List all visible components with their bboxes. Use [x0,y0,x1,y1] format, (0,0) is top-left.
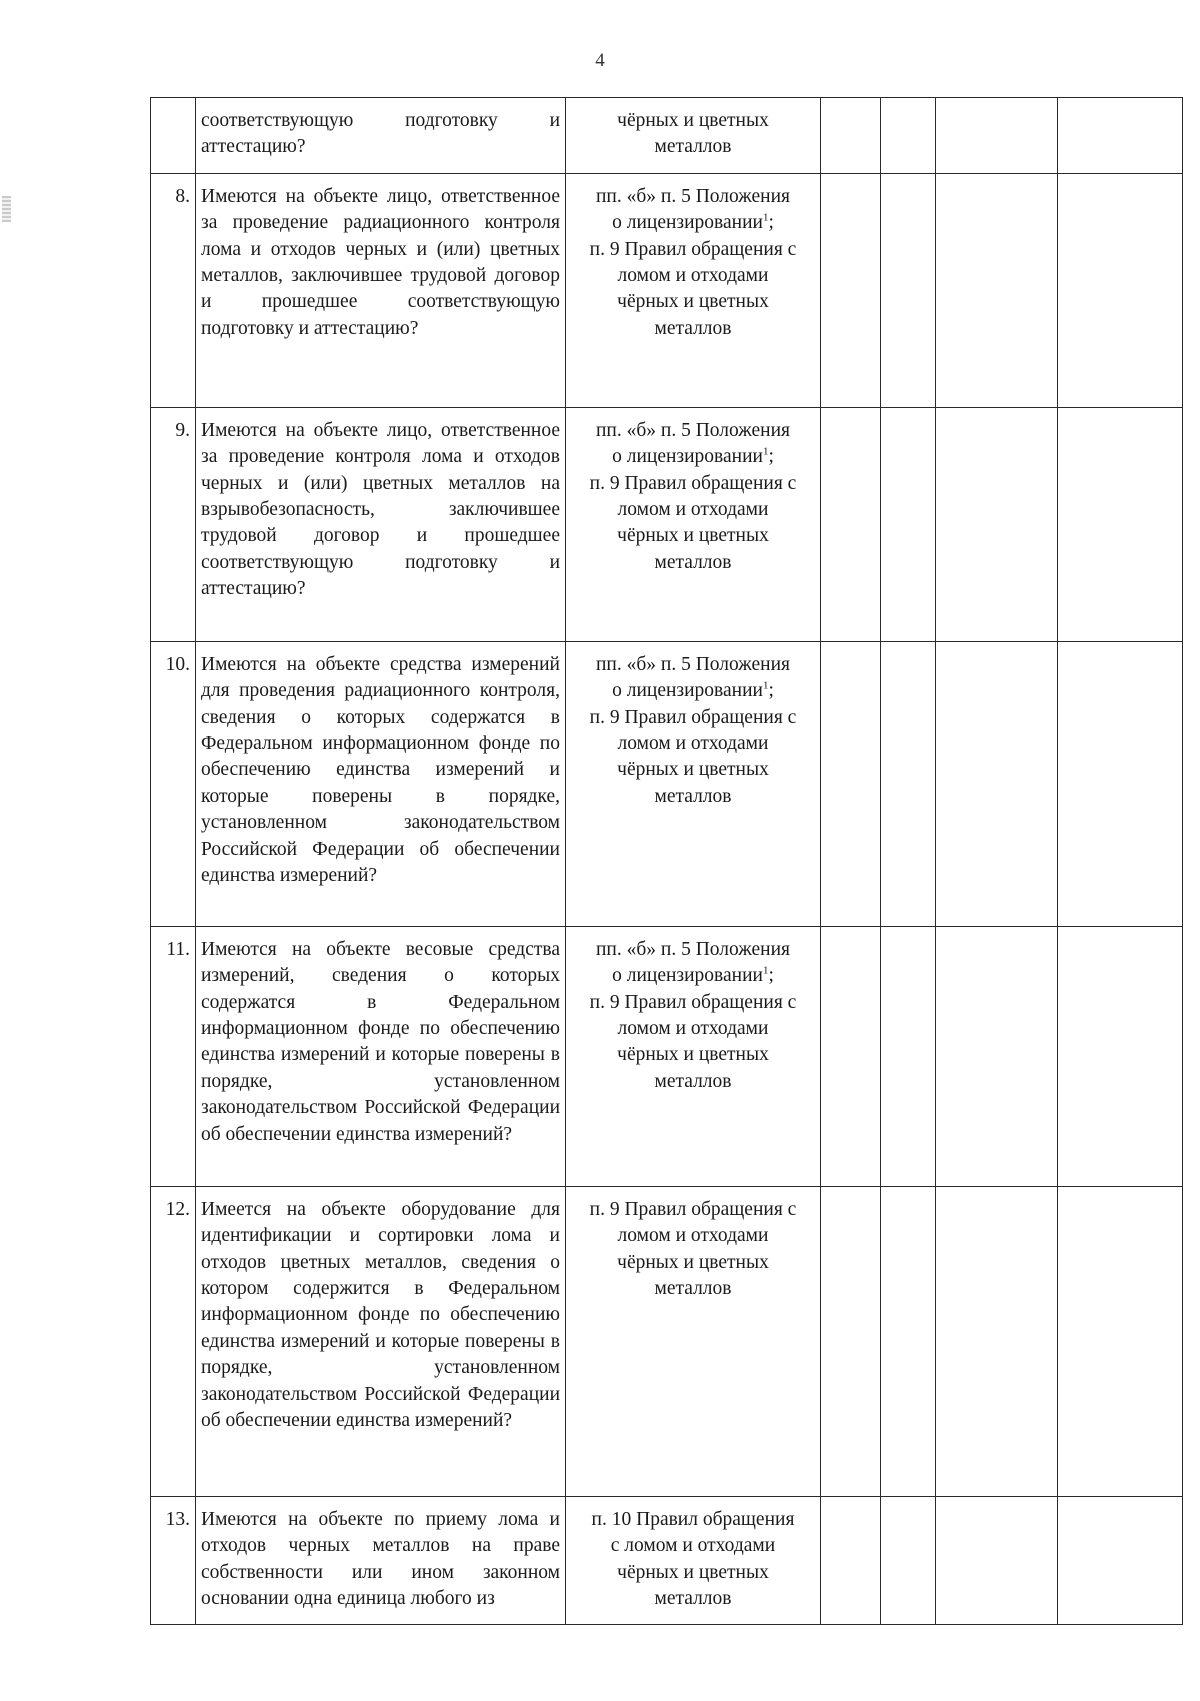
footnote-marker: 1 [762,679,769,692]
legal-reference: чёрных и цветных металлов [566,98,821,174]
table-row [151,173,1183,407]
answer-na-cell[interactable] [936,98,1058,174]
note-cell[interactable] [1058,926,1183,1186]
answer-no-cell[interactable] [881,98,936,174]
question-text: Имеются на объекте средства измерений для проведения радиационного контроля, сведения о которых содержатся в Федеральном информационном фонде по обеспечению единства измерений и которые поверены в порядке, установленном законодательством Российской Федерации об обеспечении единства измерений? [196,641,566,926]
table-row [151,407,1183,641]
note-cell[interactable] [1058,407,1183,641]
table-row [151,926,1183,1186]
row-number: 11. [151,926,196,1186]
answer-na-cell[interactable] [936,1496,1058,1625]
table-row [151,98,1183,174]
footnote-marker: 1 [762,964,769,977]
note-cell[interactable] [1058,641,1183,926]
question-text: Имеются на объекте весовые средства измерений, сведения о которых содержатся в Федеральном информационном фонде по обеспечению единства измерений и которые поверены в порядке, установленном законодательством Российской Федерации об обеспечении единства измерений? [196,926,566,1186]
question-text: Имеются на объекте лицо, ответственное за проведение контроля лома и отходов черных и (или) цветных металлов на взрывобезопасность, заключившее трудовой договор и прошедшее соответствующую подготовку и аттестацию? [196,407,566,641]
note-cell[interactable] [1058,1496,1183,1625]
row-number: 8. [151,173,196,407]
row-number [151,98,196,174]
answer-na-cell[interactable] [936,407,1058,641]
row-number: 12. [151,1186,196,1496]
question-text: Имеются на объекте по приему лома и отходов черных металлов на праве собственности или ином законном основании одна единица любого из [196,1496,566,1625]
answer-no-cell[interactable] [881,926,936,1186]
legal-reference: пп. «б» п. 5 Положения о лицензировании$^1$; п. 9 Правил обращения с ломом и отходами чёрных и цветных металлов [566,407,821,641]
row-number: 13. [151,1496,196,1625]
row-number: 9. [151,407,196,641]
answer-na-cell[interactable] [936,1186,1058,1496]
question-text: соответствующую подготовку и аттестацию? [196,98,566,174]
answer-na-cell[interactable] [936,926,1058,1186]
legal-reference: пп. «б» п. 5 Положения о лицензировании$^1$; п. 9 Правил обращения с ломом и отходами чёрных и цветных металлов [566,641,821,926]
legal-reference: пп. «б» п. 5 Положения о лицензировании$^1$; п. 9 Правил обращения с ломом и отходами чёрных и цветных металлов [566,173,821,407]
answer-no-cell[interactable] [881,641,936,926]
answer-yes-cell[interactable] [821,407,881,641]
footnote-marker: 1 [762,211,769,224]
answer-na-cell[interactable] [936,173,1058,407]
table-row [151,1186,1183,1496]
footnote-marker: 1 [762,445,769,458]
note-cell[interactable] [1058,1186,1183,1496]
question-text: Имеется на объекте оборудование для идентификации и сортировки лома и отходов цветных металлов, сведения о котором содержится в Федеральном информационном фонде по обеспечению единства измерений и которые поверены в порядке, установленном законодательством Российской Федерации об обеспечении единства измерений? [196,1186,566,1496]
table-row [151,641,1183,926]
answer-no-cell[interactable] [881,173,936,407]
answer-yes-cell[interactable] [821,1496,881,1625]
note-cell[interactable] [1058,98,1183,174]
note-cell[interactable] [1058,173,1183,407]
answer-yes-cell[interactable] [821,641,881,926]
row-number: 10. [151,641,196,926]
scan-artifact [2,196,11,222]
answer-no-cell[interactable] [881,407,936,641]
checklist-table [150,97,1183,1625]
answer-yes-cell[interactable] [821,173,881,407]
answer-no-cell[interactable] [881,1496,936,1625]
answer-yes-cell[interactable] [821,98,881,174]
answer-yes-cell[interactable] [821,926,881,1186]
page-number: 4 [595,50,605,71]
answer-na-cell[interactable] [936,641,1058,926]
legal-reference: пп. «б» п. 5 Положения о лицензировании$^1$; п. 9 Правил обращения с ломом и отходами чёрных и цветных металлов [566,926,821,1186]
question-text: Имеются на объекте лицо, ответственное за проведение радиационного контроля лома и отходов черных и (или) цветных металлов, заключившее трудовой договор и прошедшее соответствующую подготовку и аттестацию? [196,173,566,407]
table-row [151,1496,1183,1625]
answer-no-cell[interactable] [881,1186,936,1496]
legal-reference: п. 9 Правил обращения с ломом и отходами чёрных и цветных металлов [566,1186,821,1496]
legal-reference: п. 10 Правил обращения с ломом и отходами чёрных и цветных металлов [566,1496,821,1625]
answer-yes-cell[interactable] [821,1186,881,1496]
